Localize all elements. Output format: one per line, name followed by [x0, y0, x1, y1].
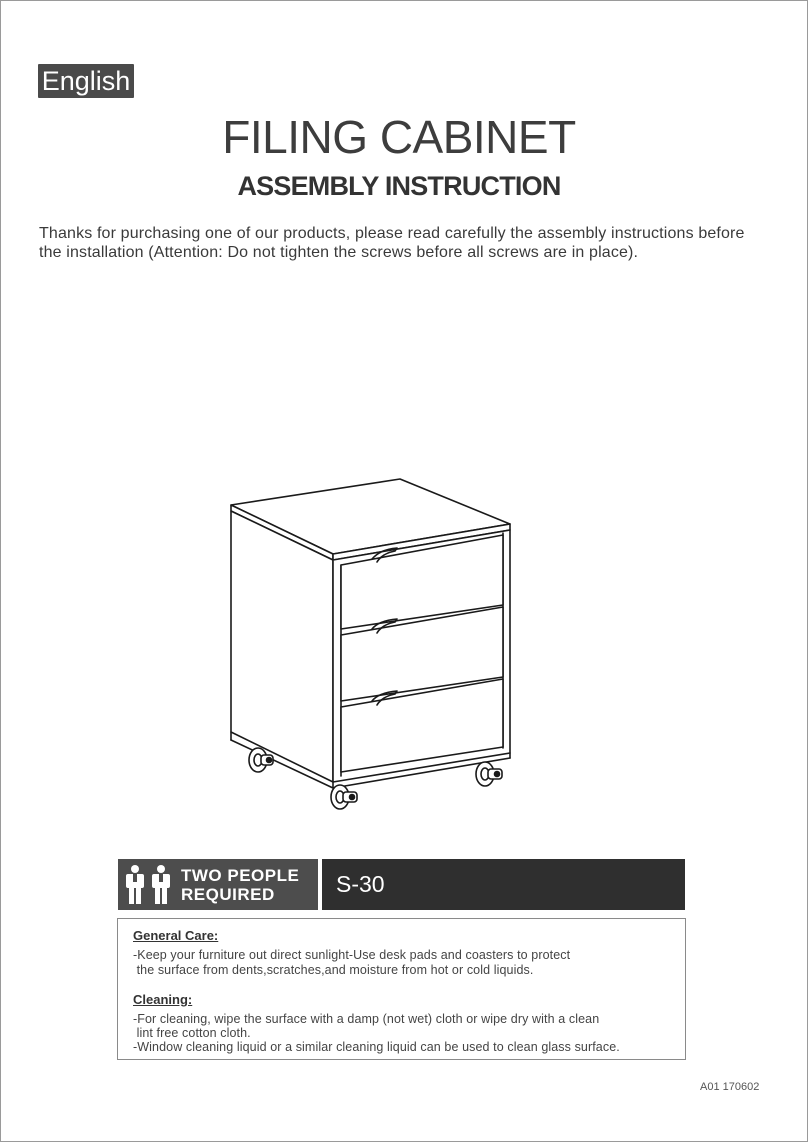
general-care-heading: General Care:: [133, 928, 219, 943]
two-people-text: [181, 866, 299, 904]
cleaning-line-1: -For cleaning, wipe the surface with a damp (not wet) cloth or wipe dry with a clean: [133, 1012, 600, 1026]
caster-wheel-front-right: [476, 762, 502, 786]
intro-line-2: the installation (Attention: Do not tighten the screws before all screws are in place).: [39, 244, 639, 261]
two-people-required-badge: [118, 859, 318, 910]
document-code: A01 170602: [700, 1081, 760, 1093]
page-title: FILING CABINET: [222, 111, 576, 163]
model-code: S-30: [336, 871, 385, 897]
intro-line-1: Thanks for purchasing one of our products, please read carefully the assembly instructions before: [39, 225, 745, 242]
general-care-line-2: the surface from dents,scratches,and moisture from hot or cold liquids.: [133, 963, 534, 977]
cleaning-line-2: lint free cotton cloth.: [133, 1026, 251, 1040]
language-badge: English: [38, 64, 134, 98]
filing-cabinet-illustration: [225, 475, 525, 820]
page-subtitle: ASSEMBLY INSTRUCTION: [237, 171, 561, 201]
two-people-line-2: REQUIRED: [181, 885, 275, 904]
cleaning-line-3: -Window cleaning liquid or a similar cleaning liquid can be used to clean glass surface.: [133, 1040, 620, 1054]
two-people-line-1: TWO PEOPLE: [181, 866, 300, 885]
model-code-banner: [322, 859, 685, 910]
cleaning-heading: Cleaning:: [133, 992, 193, 1007]
intro-text: [39, 224, 789, 262]
care-instructions-box: [117, 918, 686, 1060]
two-people-icon: [122, 864, 176, 911]
general-care-line-1: -Keep your furniture out direct sunlight-Use desk pads and coasters to protect: [133, 948, 571, 962]
caster-wheel-front-left: [331, 785, 357, 809]
